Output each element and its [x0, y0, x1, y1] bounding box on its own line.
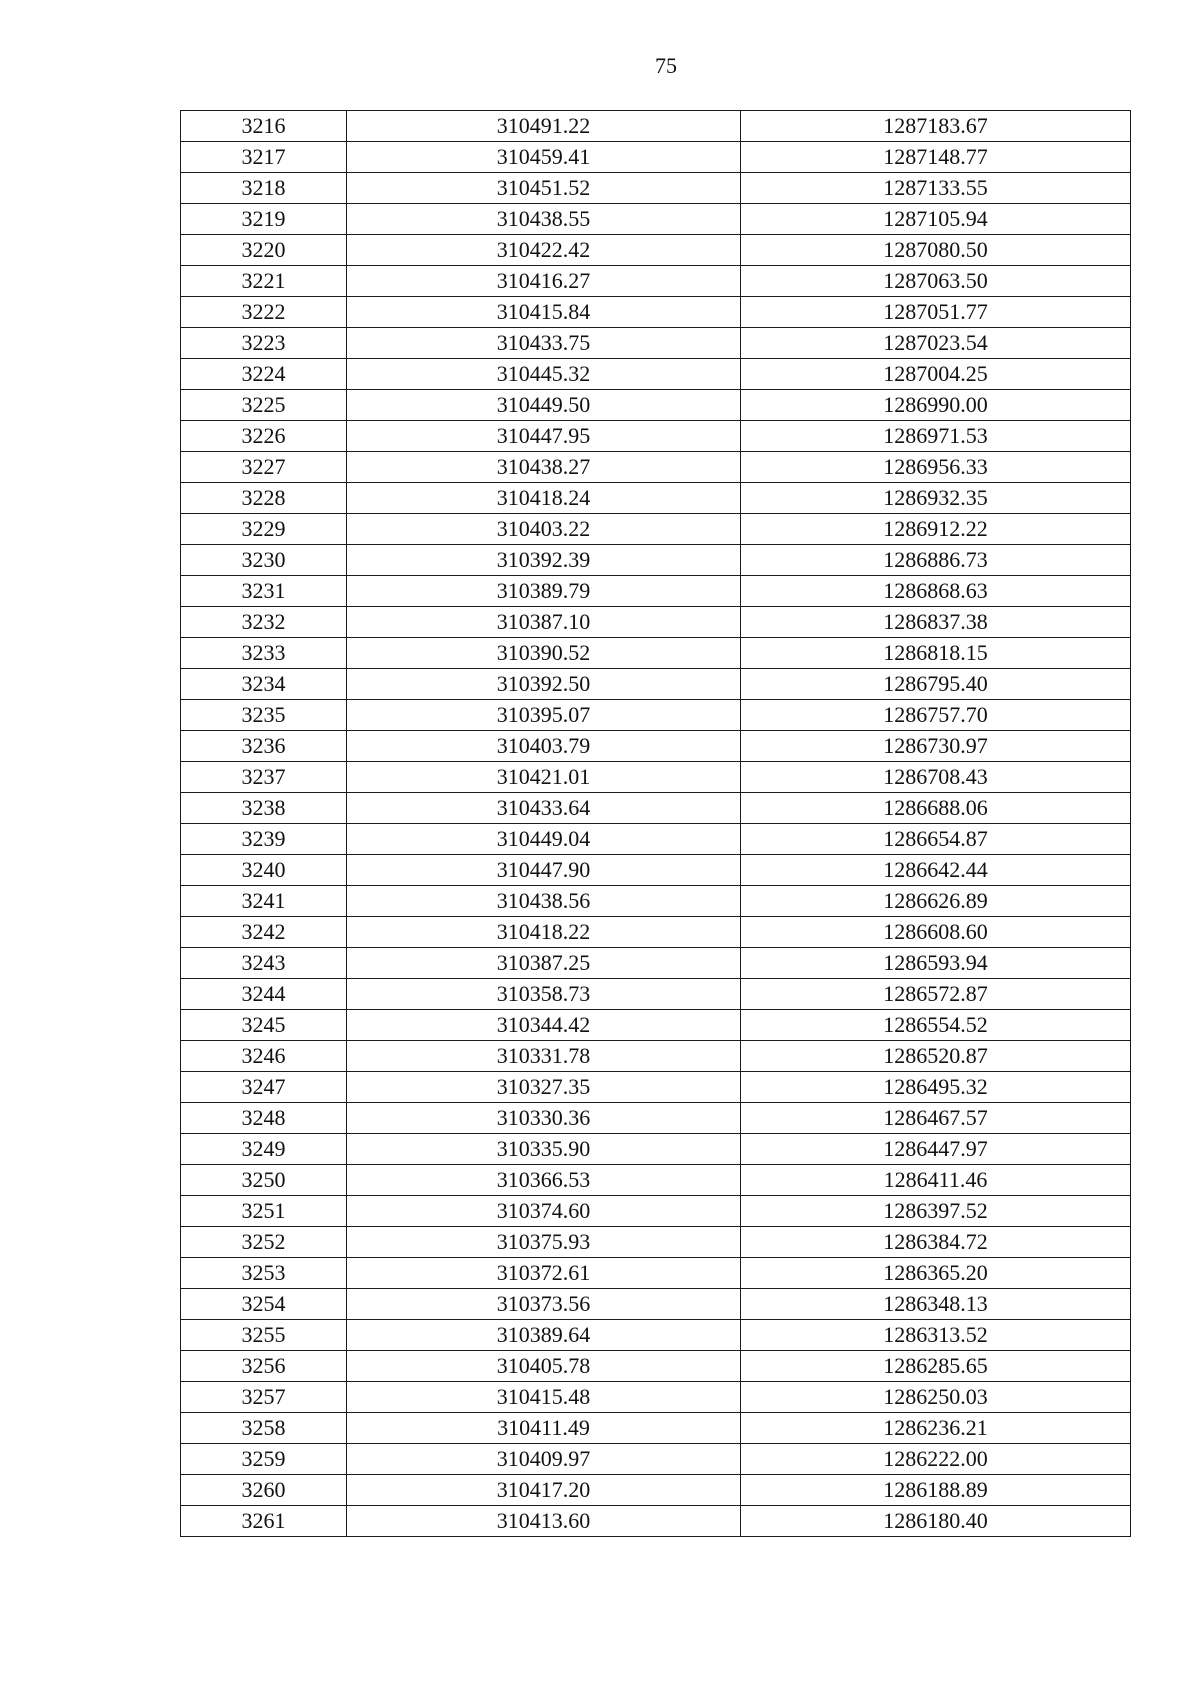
table-row	[181, 1072, 1131, 1103]
x-coordinate-cell: 310433.64	[347, 793, 741, 824]
y-coordinate-cell: 1286467.57	[741, 1103, 1131, 1134]
table-row	[181, 1258, 1131, 1289]
point-number-cell: 3226	[181, 421, 347, 452]
table-row	[181, 266, 1131, 297]
point-number-cell: 3243	[181, 948, 347, 979]
table-row	[181, 1351, 1131, 1382]
x-coordinate-cell: 310418.24	[347, 483, 741, 514]
x-coordinate-cell: 310417.20	[347, 1475, 741, 1506]
y-coordinate-cell: 1286912.22	[741, 514, 1131, 545]
x-coordinate-cell: 310375.93	[347, 1227, 741, 1258]
x-coordinate-cell: 310447.95	[347, 421, 741, 452]
x-coordinate-cell: 310327.35	[347, 1072, 741, 1103]
x-coordinate-cell: 310416.27	[347, 266, 741, 297]
point-number-cell: 3251	[181, 1196, 347, 1227]
point-number-cell: 3258	[181, 1413, 347, 1444]
x-coordinate-cell: 310409.97	[347, 1444, 741, 1475]
point-number-cell: 3235	[181, 700, 347, 731]
point-number-cell: 3216	[181, 111, 347, 142]
x-coordinate-cell: 310447.90	[347, 855, 741, 886]
y-coordinate-cell: 1287023.54	[741, 328, 1131, 359]
x-coordinate-cell: 310373.56	[347, 1289, 741, 1320]
point-number-cell: 3221	[181, 266, 347, 297]
x-coordinate-cell: 310330.36	[347, 1103, 741, 1134]
point-number-cell: 3225	[181, 390, 347, 421]
x-coordinate-cell: 310390.52	[347, 638, 741, 669]
point-number-cell: 3220	[181, 235, 347, 266]
point-number-cell: 3248	[181, 1103, 347, 1134]
table-row	[181, 576, 1131, 607]
y-coordinate-cell: 1286520.87	[741, 1041, 1131, 1072]
point-number-cell: 3257	[181, 1382, 347, 1413]
table-row	[181, 1506, 1131, 1537]
table-row	[181, 235, 1131, 266]
point-number-cell: 3244	[181, 979, 347, 1010]
point-number-cell: 3250	[181, 1165, 347, 1196]
point-number-cell: 3256	[181, 1351, 347, 1382]
y-coordinate-cell: 1286313.52	[741, 1320, 1131, 1351]
y-coordinate-cell: 1286971.53	[741, 421, 1131, 452]
y-coordinate-cell: 1286818.15	[741, 638, 1131, 669]
point-number-cell: 3229	[181, 514, 347, 545]
y-coordinate-cell: 1286730.97	[741, 731, 1131, 762]
y-coordinate-cell: 1286868.63	[741, 576, 1131, 607]
x-coordinate-cell: 310449.50	[347, 390, 741, 421]
table-row	[181, 1134, 1131, 1165]
point-number-cell: 3240	[181, 855, 347, 886]
table-row	[181, 1475, 1131, 1506]
table-row	[181, 483, 1131, 514]
x-coordinate-cell: 310403.79	[347, 731, 741, 762]
table-row	[181, 855, 1131, 886]
x-coordinate-cell: 310415.48	[347, 1382, 741, 1413]
y-coordinate-cell: 1286495.32	[741, 1072, 1131, 1103]
table-row	[181, 297, 1131, 328]
y-coordinate-cell: 1287183.67	[741, 111, 1131, 142]
table-row	[181, 886, 1131, 917]
table-row	[181, 1413, 1131, 1444]
point-number-cell: 3260	[181, 1475, 347, 1506]
x-coordinate-cell: 310411.49	[347, 1413, 741, 1444]
x-coordinate-cell: 310491.22	[347, 111, 741, 142]
y-coordinate-cell: 1287080.50	[741, 235, 1131, 266]
y-coordinate-cell: 1286250.03	[741, 1382, 1131, 1413]
table-row	[181, 452, 1131, 483]
x-coordinate-cell: 310387.25	[347, 948, 741, 979]
x-coordinate-cell: 310415.84	[347, 297, 741, 328]
point-number-cell: 3227	[181, 452, 347, 483]
table-row	[181, 359, 1131, 390]
point-number-cell: 3254	[181, 1289, 347, 1320]
point-number-cell: 3259	[181, 1444, 347, 1475]
table-row	[181, 1289, 1131, 1320]
y-coordinate-cell: 1286348.13	[741, 1289, 1131, 1320]
x-coordinate-cell: 310438.55	[347, 204, 741, 235]
table-row	[181, 700, 1131, 731]
x-coordinate-cell: 310331.78	[347, 1041, 741, 1072]
y-coordinate-cell: 1286180.40	[741, 1506, 1131, 1537]
point-number-cell: 3252	[181, 1227, 347, 1258]
y-coordinate-cell: 1286608.60	[741, 917, 1131, 948]
y-coordinate-cell: 1286932.35	[741, 483, 1131, 514]
table-row	[181, 421, 1131, 452]
y-coordinate-cell: 1287105.94	[741, 204, 1131, 235]
table-row	[181, 638, 1131, 669]
x-coordinate-cell: 310395.07	[347, 700, 741, 731]
y-coordinate-cell: 1286411.46	[741, 1165, 1131, 1196]
table-row	[181, 979, 1131, 1010]
x-coordinate-cell: 310413.60	[347, 1506, 741, 1537]
point-number-cell: 3255	[181, 1320, 347, 1351]
x-coordinate-cell: 310392.50	[347, 669, 741, 700]
x-coordinate-cell: 310405.78	[347, 1351, 741, 1382]
table-row	[181, 1165, 1131, 1196]
x-coordinate-cell: 310438.56	[347, 886, 741, 917]
y-coordinate-cell: 1286365.20	[741, 1258, 1131, 1289]
y-coordinate-cell: 1286447.97	[741, 1134, 1131, 1165]
point-number-cell: 3228	[181, 483, 347, 514]
y-coordinate-cell: 1286236.21	[741, 1413, 1131, 1444]
y-coordinate-cell: 1286188.89	[741, 1475, 1131, 1506]
point-number-cell: 3233	[181, 638, 347, 669]
y-coordinate-cell: 1286593.94	[741, 948, 1131, 979]
table-row	[181, 1320, 1131, 1351]
point-number-cell: 3238	[181, 793, 347, 824]
table-row	[181, 762, 1131, 793]
y-coordinate-cell: 1286990.00	[741, 390, 1131, 421]
point-number-cell: 3236	[181, 731, 347, 762]
point-number-cell: 3223	[181, 328, 347, 359]
y-coordinate-cell: 1286654.87	[741, 824, 1131, 855]
y-coordinate-cell: 1286795.40	[741, 669, 1131, 700]
page-number: 75	[655, 53, 677, 78]
point-number-cell: 3222	[181, 297, 347, 328]
y-coordinate-cell: 1286384.72	[741, 1227, 1131, 1258]
coordinate-table-body	[181, 111, 1131, 1537]
coordinate-table	[180, 110, 1131, 1537]
table-row	[181, 204, 1131, 235]
x-coordinate-cell: 310418.22	[347, 917, 741, 948]
table-row	[181, 111, 1131, 142]
x-coordinate-cell: 310344.42	[347, 1010, 741, 1041]
table-row	[181, 1382, 1131, 1413]
table-row	[181, 545, 1131, 576]
table-row	[181, 173, 1131, 204]
point-number-cell: 3234	[181, 669, 347, 700]
y-coordinate-cell: 1286285.65	[741, 1351, 1131, 1382]
y-coordinate-cell: 1287063.50	[741, 266, 1131, 297]
table-row	[181, 390, 1131, 421]
x-coordinate-cell: 310459.41	[347, 142, 741, 173]
point-number-cell: 3237	[181, 762, 347, 793]
x-coordinate-cell: 310372.61	[347, 1258, 741, 1289]
y-coordinate-cell: 1287148.77	[741, 142, 1131, 173]
x-coordinate-cell: 310387.10	[347, 607, 741, 638]
y-coordinate-cell: 1286642.44	[741, 855, 1131, 886]
point-number-cell: 3231	[181, 576, 347, 607]
point-number-cell: 3246	[181, 1041, 347, 1072]
y-coordinate-cell: 1287133.55	[741, 173, 1131, 204]
table-row	[181, 948, 1131, 979]
point-number-cell: 3241	[181, 886, 347, 917]
y-coordinate-cell: 1286397.52	[741, 1196, 1131, 1227]
point-number-cell: 3232	[181, 607, 347, 638]
y-coordinate-cell: 1286837.38	[741, 607, 1131, 638]
table-row	[181, 328, 1131, 359]
table-row	[181, 1103, 1131, 1134]
y-coordinate-cell: 1287004.25	[741, 359, 1131, 390]
y-coordinate-cell: 1286688.06	[741, 793, 1131, 824]
table-row	[181, 1041, 1131, 1072]
point-number-cell: 3249	[181, 1134, 347, 1165]
table-row	[181, 731, 1131, 762]
table-row	[181, 1227, 1131, 1258]
point-number-cell: 3218	[181, 173, 347, 204]
table-row	[181, 514, 1131, 545]
point-number-cell: 3242	[181, 917, 347, 948]
x-coordinate-cell: 310438.27	[347, 452, 741, 483]
y-coordinate-cell: 1286757.70	[741, 700, 1131, 731]
x-coordinate-cell: 310392.39	[347, 545, 741, 576]
x-coordinate-cell: 310358.73	[347, 979, 741, 1010]
y-coordinate-cell: 1287051.77	[741, 297, 1131, 328]
table-row	[181, 607, 1131, 638]
x-coordinate-cell: 310445.32	[347, 359, 741, 390]
table-row	[181, 669, 1131, 700]
point-number-cell: 3224	[181, 359, 347, 390]
x-coordinate-cell: 310335.90	[347, 1134, 741, 1165]
point-number-cell: 3217	[181, 142, 347, 173]
point-number-cell: 3219	[181, 204, 347, 235]
x-coordinate-cell: 310389.79	[347, 576, 741, 607]
point-number-cell: 3261	[181, 1506, 347, 1537]
y-coordinate-cell: 1286222.00	[741, 1444, 1131, 1475]
x-coordinate-cell: 310366.53	[347, 1165, 741, 1196]
x-coordinate-cell: 310389.64	[347, 1320, 741, 1351]
y-coordinate-cell: 1286886.73	[741, 545, 1131, 576]
y-coordinate-cell: 1286708.43	[741, 762, 1131, 793]
point-number-cell: 3239	[181, 824, 347, 855]
x-coordinate-cell: 310421.01	[347, 762, 741, 793]
y-coordinate-cell: 1286554.52	[741, 1010, 1131, 1041]
x-coordinate-cell: 310422.42	[347, 235, 741, 266]
y-coordinate-cell: 1286572.87	[741, 979, 1131, 1010]
point-number-cell: 3245	[181, 1010, 347, 1041]
y-coordinate-cell: 1286956.33	[741, 452, 1131, 483]
point-number-cell: 3230	[181, 545, 347, 576]
point-number-cell: 3253	[181, 1258, 347, 1289]
table-row	[181, 917, 1131, 948]
y-coordinate-cell: 1286626.89	[741, 886, 1131, 917]
table-row	[181, 142, 1131, 173]
point-number-cell: 3247	[181, 1072, 347, 1103]
x-coordinate-cell: 310451.52	[347, 173, 741, 204]
table-row	[181, 824, 1131, 855]
table-row	[181, 1196, 1131, 1227]
x-coordinate-cell: 310403.22	[347, 514, 741, 545]
table-row	[181, 1444, 1131, 1475]
table-row	[181, 1010, 1131, 1041]
x-coordinate-cell: 310449.04	[347, 824, 741, 855]
x-coordinate-cell: 310374.60	[347, 1196, 741, 1227]
table-row	[181, 793, 1131, 824]
x-coordinate-cell: 310433.75	[347, 328, 741, 359]
